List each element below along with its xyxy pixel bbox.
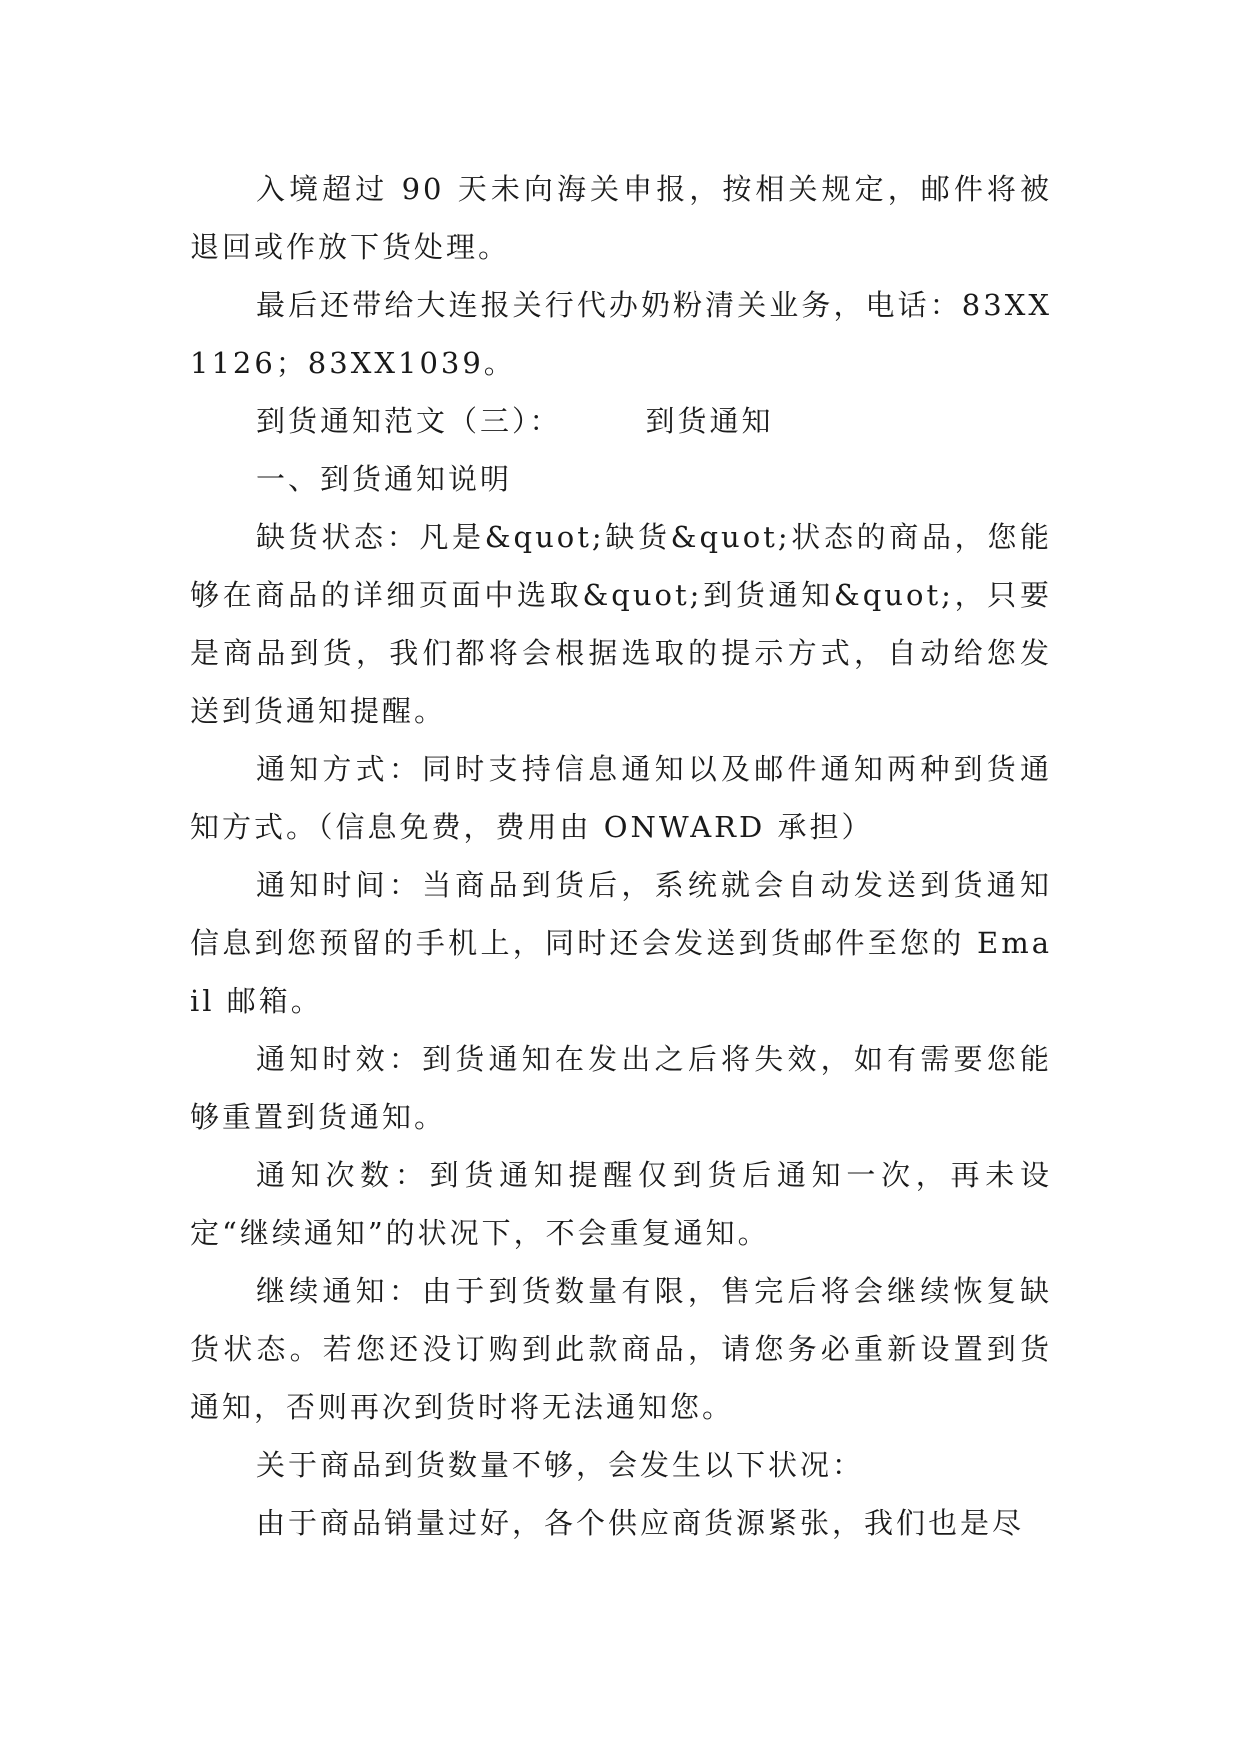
paragraph-dalian-broker: 最后还带给大连报关行代办奶粉清关业务，电话：83XX1126；83XX1039。 <box>190 288 1052 380</box>
paragraph-notice-count: 通知次数：到货通知提醒仅到货后通知一次，再未设定“继续通知”的状况下，不会重复通知。 <box>190 1158 1052 1250</box>
paragraph-continue-notice: 继续通知：由于到货数量有限，售完后将会继续恢复缺货状态。若您还没订购到此款商品，请您务必重新设置到货通知，否则再次到货时将无法通知您。 <box>190 1274 1052 1424</box>
section-heading-label: 到货通知范文（三）： <box>256 404 562 438</box>
paragraph-notice-time: 通知时间：当商品到货后，系统就会自动发送到货通知信息到您预留的手机上，同时还会发送到货邮件至您的 Email 邮箱。 <box>190 868 1052 1018</box>
section-heading <box>190 392 1052 450</box>
subheading-notice-description: 一、到货通知说明 <box>256 462 513 496</box>
section-heading-title: 到货通知 <box>645 404 774 438</box>
paragraph-notice-validity: 通知时效：到货通知在发出之后将失效，如有需要您能够重置到货通知。 <box>190 1042 1052 1134</box>
paragraph-customs-return: 入境超过 90 天未向海关申报，按相关规定，邮件将被退回或作放下货处理。 <box>190 172 1052 264</box>
paragraph-sales-supply: 由于商品销量过好，各个供应商货源紧张，我们也是尽 <box>256 1506 1025 1540</box>
document-body <box>190 160 1052 1552</box>
paragraph-notice-method: 通知方式：同时支持信息通知以及邮件通知两种到货通知方式。（信息免费，费用由 ONWARD 承担） <box>190 752 1052 844</box>
paragraph-out-of-stock: 缺货状态：凡是&quot;缺货&quot;状态的商品，您能够在商品的详细页面中选取&quot;到货通知&quot;，只要是商品到货，我们都将会根据选取的提示方式，自动给您发送到货通知提醒。 <box>190 520 1052 728</box>
paragraph-insufficient-quantity: 关于商品到货数量不够，会发生以下状况： <box>256 1448 865 1482</box>
